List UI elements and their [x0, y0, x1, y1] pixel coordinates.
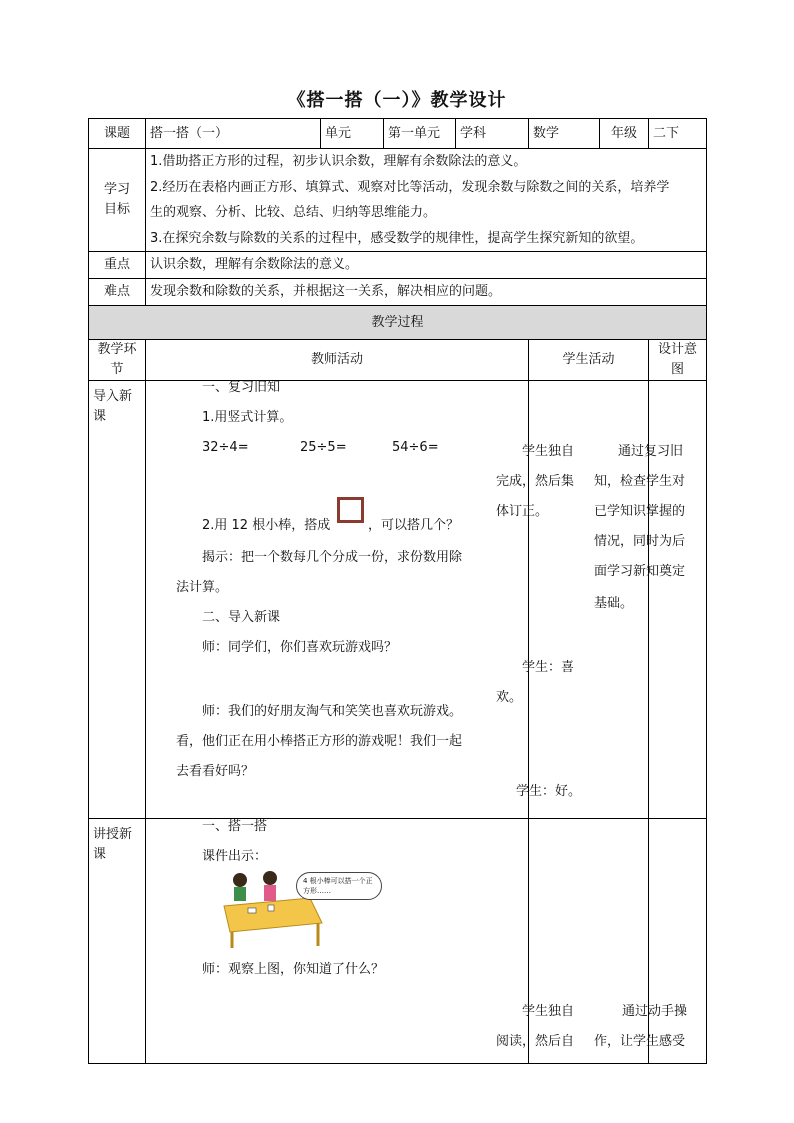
intent-text: 情况，同时为后 — [594, 534, 686, 549]
intent-text: 通过动手操 — [622, 1004, 688, 1019]
intro-teacher-story: 师：我们的好朋友淘气和笑笑也喜欢玩游戏。 — [202, 704, 463, 719]
lesson-stage: 讲授新课 — [89, 819, 146, 1064]
col-teacher: 教师活动 — [146, 340, 529, 381]
intro-teacher-q: 师：同学们，你们喜欢玩游戏吗？ — [202, 640, 398, 655]
page-title: 《搭一搭（一）》教学设计 — [287, 90, 507, 111]
calc-item: 32÷4= — [202, 440, 249, 455]
student-text: 阅读，然后自 — [496, 1034, 575, 1049]
process-header: 教学过程 — [89, 306, 707, 340]
subject-value: 数学 — [529, 119, 600, 149]
intro-new-heading: 二、导入新课 — [202, 610, 281, 625]
key-label: 重点 — [89, 252, 146, 279]
intro-reveal-cont: 法计算。 — [176, 580, 229, 595]
calc-item: 54÷6= — [392, 440, 439, 455]
objectives-label: 学习 目标 — [89, 149, 146, 252]
objectives-text — [146, 149, 707, 252]
intro-review-heading: 一、复习旧知 — [202, 380, 281, 395]
grade-value: 二下 — [649, 119, 707, 149]
student-text: 欢。 — [496, 690, 523, 705]
student-text: 学生独自 — [522, 1004, 575, 1019]
calc-item: 25÷5= — [300, 440, 347, 455]
intro-reveal: 揭示：把一个数每几个分成一份，求份数用除 — [202, 550, 463, 565]
difficult-label: 难点 — [89, 279, 146, 306]
student-text: 完成，然后集 — [496, 474, 575, 489]
intent-text: 已学知识掌握的 — [594, 504, 686, 519]
intent-text: 作，让学生感受 — [594, 1034, 686, 1049]
difficult-text: 发现余数和除数的关系，并根据这一关系，解决相应的问题。 — [146, 279, 707, 306]
student-text: 学生独自 — [522, 444, 575, 459]
objective-item: 2.经历在表格内画正方形、填算式、观察对比等活动，发现余数与除数之间的关系，培养学 — [150, 179, 670, 195]
intent-text: 面学习新知奠定 — [594, 564, 686, 579]
intro-teacher-story-end: 去看看好吗？ — [176, 764, 255, 779]
lesson-heading: 一、搭一搭 — [202, 819, 268, 834]
intro-stage: 导入新课 — [89, 381, 146, 819]
col-student: 学生活动 — [529, 340, 649, 381]
topic-label: 课题 — [89, 119, 146, 149]
intro-stick-question-a: 2.用 12 根小棒，搭成 — [202, 518, 331, 533]
student-text: 体订正。 — [496, 504, 549, 519]
student-text: 学生：喜 — [522, 660, 575, 675]
student-text: 学生：好。 — [516, 784, 582, 799]
grade-label: 年级 — [600, 119, 649, 149]
col-intent: 设计意图 — [649, 340, 707, 381]
objective-item: 1.借助搭正方形的过程，初步认识余数，理解有余数除法的意义。 — [150, 154, 527, 169]
col-stage: 教学环节 — [89, 340, 146, 381]
unit-value: 第一单元 — [384, 119, 456, 149]
objective-item: 生的观察、分析、比较、总结、归纳等思维能力。 — [150, 205, 437, 220]
intro-stick-question-b: ，可以搭几个？ — [368, 518, 460, 533]
speech-bubble: 4 根小棒可以搭一个正方形…… — [296, 872, 382, 900]
objective-item: 3.在探究余数与除数的关系的过程中，感受数学的规律性，提高学生探究新知的欲望。 — [150, 230, 644, 246]
intro-calc-instruction: 1.用竖式计算。 — [202, 410, 293, 425]
intro-teacher-story-cont: 看，他们正在用小棒搭正方形的游戏呢！我们一起 — [176, 734, 463, 749]
topic-value: 搭一搭（一） — [146, 119, 321, 149]
intent-text: 通过复习旧 — [618, 444, 684, 459]
subject-label: 学科 — [456, 119, 529, 149]
intent-text: 知，检查学生对 — [594, 474, 686, 489]
lesson-teacher-q: 师：观察上图，你知道了什么？ — [202, 962, 385, 977]
lesson-courseware: 课件出示： — [202, 849, 268, 864]
square-icon — [337, 497, 364, 523]
intent-text: 基础。 — [594, 596, 634, 611]
unit-label: 单元 — [321, 119, 384, 149]
key-text: 认识余数，理解有余数除法的意义。 — [146, 252, 707, 279]
